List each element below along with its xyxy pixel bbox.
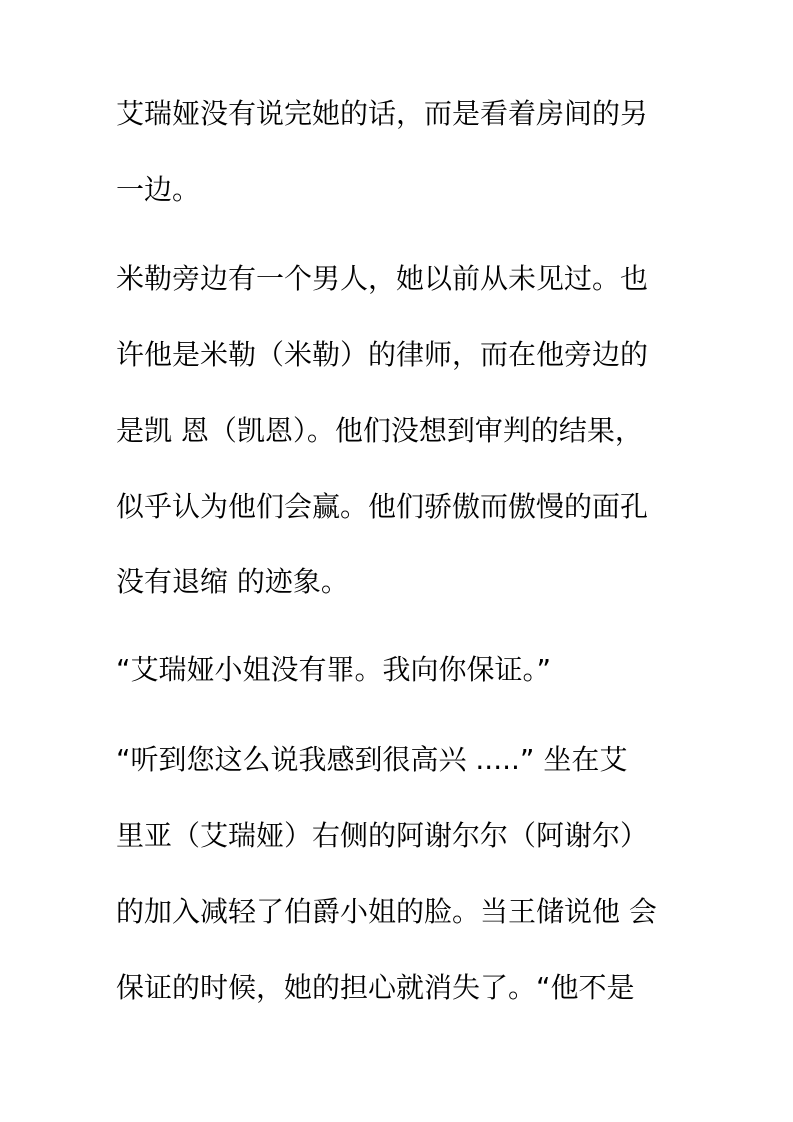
text-line: 是凯 恩（凯恩）。他们没想到审判的结果， (116, 414, 643, 447)
text-line: 一边。 (116, 173, 201, 206)
text-line: 保证的时候，她的担心就消失了。“他不是 (116, 971, 635, 1004)
text-line: “听到您这么说我感到很高兴 .....” 坐在艾 (116, 743, 628, 776)
text-line: 里亚（艾瑞娅）右侧的阿谢尔尔（阿谢尔） (116, 819, 649, 852)
text-line: 似乎认为他们会赢。他们骄傲而傲慢的面孔 (116, 490, 649, 523)
text-line: 米勒旁边有一个男人，她以前从未见过。也 (116, 262, 649, 295)
text-line: 没有退缩 的迹象。 (116, 565, 349, 598)
text-line: 的加入减轻了伯爵小姐的脸。当王储说他 会 (116, 895, 657, 928)
text-line: 艾瑞娅没有说完她的话，而是看着房间的另 (116, 97, 649, 130)
text-line: “艾瑞娅小姐没有罪。我向你保证。” (116, 653, 552, 686)
text-line: 许他是米勒（米勒）的律师，而在他旁边的 (116, 338, 649, 371)
